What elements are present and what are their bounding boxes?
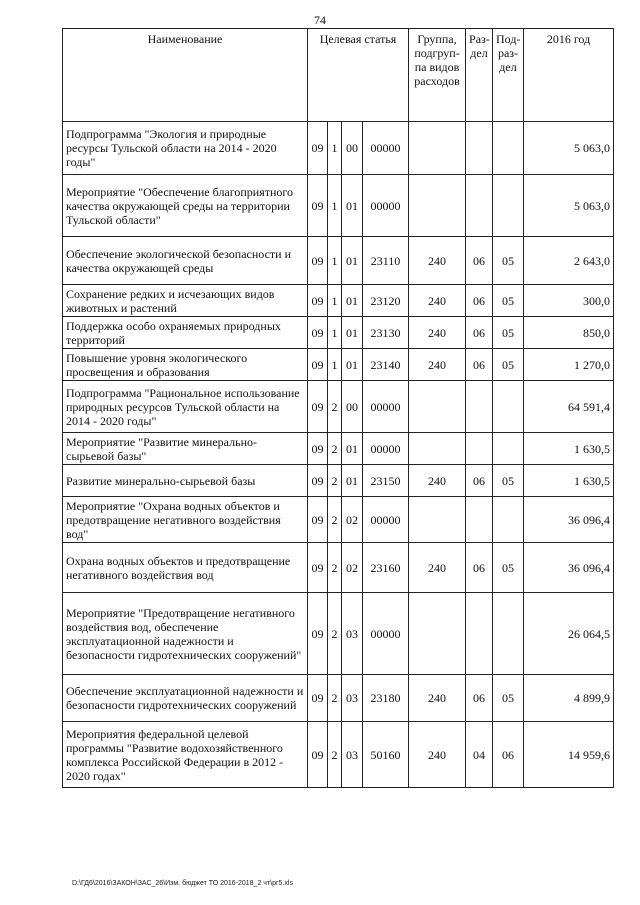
row-name: Развитие минерально-сырьевой базы [63, 465, 308, 497]
page-number: 74 [314, 13, 326, 27]
target-code-measure: 02 [342, 497, 363, 543]
expense-group: 240 [409, 465, 466, 497]
target-code-subprogram: 2 [328, 497, 342, 543]
row-name: Мероприятия федеральной целевой программы "Развитие водохозяйственного комплекса Российской Федерации в 2012 - 2020 годах" [63, 722, 308, 788]
row-name: Мероприятие "Охрана водных объектов и предотвращение негативного воздействия вод" [63, 497, 308, 543]
table-row [63, 122, 614, 175]
target-code-direction: 23180 [363, 675, 409, 722]
table-row [63, 349, 614, 381]
section-code: 06 [466, 317, 493, 349]
section-code: 06 [466, 543, 493, 593]
target-code-program: 09 [308, 349, 328, 381]
section-code: 06 [466, 285, 493, 317]
target-code-subprogram: 1 [328, 349, 342, 381]
target-code-program: 09 [308, 433, 328, 465]
expense-group [409, 497, 466, 543]
target-code-measure: 03 [342, 675, 363, 722]
table-row [63, 675, 614, 722]
subsection-code [493, 433, 524, 465]
target-code-direction: 23120 [363, 285, 409, 317]
expense-group [409, 593, 466, 675]
amount-2016: 300,0 [524, 285, 614, 317]
subsection-code: 05 [493, 675, 524, 722]
target-code-program: 09 [308, 122, 328, 175]
header-target: Целевая статья [308, 29, 409, 122]
row-name: Подпрограмма "Экология и природные ресурсы Тульской области на 2014 - 2020 годы" [63, 122, 308, 175]
target-code-direction: 00000 [363, 122, 409, 175]
expense-group: 240 [409, 317, 466, 349]
table-row [63, 722, 614, 788]
header-subsection: Под-раз-дел [493, 29, 524, 122]
amount-2016: 14 959,6 [524, 722, 614, 788]
row-name: Мероприятие "Развитие минерально-сырьевой базы" [63, 433, 308, 465]
amount-2016: 4 899,9 [524, 675, 614, 722]
section-code: 06 [466, 675, 493, 722]
table-row [63, 465, 614, 497]
amount-2016: 1 270,0 [524, 349, 614, 381]
table-row [63, 433, 614, 465]
target-code-measure: 01 [342, 433, 363, 465]
expense-group [409, 122, 466, 175]
target-code-measure: 00 [342, 122, 363, 175]
target-code-subprogram: 2 [328, 381, 342, 433]
target-code-subprogram: 1 [328, 237, 342, 285]
budget-table [62, 28, 614, 788]
amount-2016: 36 096,4 [524, 543, 614, 593]
target-code-measure: 01 [342, 175, 363, 237]
section-code [466, 433, 493, 465]
target-code-program: 09 [308, 285, 328, 317]
row-name: Обеспечение эксплуатационной надежности и безопасности гидротехнических сооружений [63, 675, 308, 722]
table-row [63, 497, 614, 543]
expense-group [409, 381, 466, 433]
target-code-subprogram: 2 [328, 543, 342, 593]
target-code-direction: 23150 [363, 465, 409, 497]
amount-2016: 850,0 [524, 317, 614, 349]
target-code-measure: 01 [342, 349, 363, 381]
table-header-row [63, 29, 614, 122]
target-code-measure: 01 [342, 285, 363, 317]
target-code-direction: 50160 [363, 722, 409, 788]
amount-2016: 2 643,0 [524, 237, 614, 285]
header-section: Раз-дел [466, 29, 493, 122]
row-name: Повышение уровня экологического просвещения и образования [63, 349, 308, 381]
target-code-subprogram: 2 [328, 593, 342, 675]
target-code-direction: 23160 [363, 543, 409, 593]
target-code-direction: 23130 [363, 317, 409, 349]
expense-group: 240 [409, 722, 466, 788]
amount-2016: 26 064,5 [524, 593, 614, 675]
target-code-measure: 00 [342, 381, 363, 433]
header-name: Наименование [63, 29, 308, 122]
target-code-program: 09 [308, 543, 328, 593]
subsection-code [493, 381, 524, 433]
target-code-program: 09 [308, 381, 328, 433]
section-code [466, 175, 493, 237]
subsection-code: 05 [493, 317, 524, 349]
row-name: Обеспечение экологической безопасности и качества окружающей среды [63, 237, 308, 285]
row-name: Мероприятие "Предотвращение негативного воздействия вод, обеспечение эксплуатационной надежности и безопасности гидротехнических сооружений" [63, 593, 308, 675]
target-code-program: 09 [308, 175, 328, 237]
table-row [63, 317, 614, 349]
expense-group: 240 [409, 675, 466, 722]
target-code-measure: 03 [342, 593, 363, 675]
target-code-measure: 03 [342, 722, 363, 788]
subsection-code: 05 [493, 237, 524, 285]
section-code: 06 [466, 465, 493, 497]
target-code-measure: 01 [342, 317, 363, 349]
subsection-code [493, 122, 524, 175]
target-code-subprogram: 2 [328, 433, 342, 465]
table-row [63, 285, 614, 317]
target-code-direction: 00000 [363, 381, 409, 433]
section-code [466, 593, 493, 675]
target-code-subprogram: 2 [328, 675, 342, 722]
subsection-code: 05 [493, 349, 524, 381]
table-row [63, 593, 614, 675]
target-code-program: 09 [308, 317, 328, 349]
target-code-direction: 23110 [363, 237, 409, 285]
subsection-code: 05 [493, 285, 524, 317]
target-code-subprogram: 2 [328, 722, 342, 788]
subsection-code: 05 [493, 543, 524, 593]
subsection-code: 06 [493, 722, 524, 788]
expense-group [409, 433, 466, 465]
target-code-subprogram: 1 [328, 285, 342, 317]
row-name: Поддержка особо охраняемых природных территорий [63, 317, 308, 349]
target-code-program: 09 [308, 722, 328, 788]
target-code-subprogram: 1 [328, 317, 342, 349]
target-code-direction: 00000 [363, 175, 409, 237]
subsection-code [493, 497, 524, 543]
table-row [63, 543, 614, 593]
target-code-subprogram: 1 [328, 122, 342, 175]
subsection-code [493, 175, 524, 237]
table-row [63, 237, 614, 285]
expense-group: 240 [409, 349, 466, 381]
section-code: 06 [466, 349, 493, 381]
row-name: Подпрограмма "Рациональное использование природных ресурсов Тульской области на 2014 - 2020 годы" [63, 381, 308, 433]
target-code-subprogram: 1 [328, 175, 342, 237]
target-code-direction: 00000 [363, 433, 409, 465]
expense-group: 240 [409, 543, 466, 593]
section-code: 04 [466, 722, 493, 788]
amount-2016: 5 063,0 [524, 122, 614, 175]
header-group: Группа, подгруп-па видов расходов [409, 29, 466, 122]
row-name: Сохранение редких и исчезающих видов животных и растений [63, 285, 308, 317]
target-code-direction: 00000 [363, 497, 409, 543]
subsection-code: 05 [493, 465, 524, 497]
amount-2016: 64 591,4 [524, 381, 614, 433]
amount-2016: 1 630,5 [524, 465, 614, 497]
target-code-direction: 00000 [363, 593, 409, 675]
file-path-footer: D:\ГД6\2016\ЗАКОН\ЗАС_26\Изм. бюджет ТО 2016-2018_2 чт\рг5.xls [72, 880, 293, 887]
target-code-measure: 01 [342, 465, 363, 497]
row-name: Мероприятие "Обеспечение благоприятного качества окружающей среды на территории Тульской области" [63, 175, 308, 237]
amount-2016: 5 063,0 [524, 175, 614, 237]
table-row [63, 381, 614, 433]
amount-2016: 36 096,4 [524, 497, 614, 543]
header-year: 2016 год [524, 29, 614, 122]
amount-2016: 1 630,5 [524, 433, 614, 465]
target-code-program: 09 [308, 593, 328, 675]
section-code [466, 497, 493, 543]
target-code-measure: 01 [342, 237, 363, 285]
target-code-direction: 23140 [363, 349, 409, 381]
section-code [466, 122, 493, 175]
section-code [466, 381, 493, 433]
target-code-program: 09 [308, 497, 328, 543]
expense-group: 240 [409, 285, 466, 317]
section-code: 06 [466, 237, 493, 285]
target-code-program: 09 [308, 465, 328, 497]
table-row [63, 175, 614, 237]
expense-group: 240 [409, 237, 466, 285]
row-name: Охрана водных объектов и предотвращение негативного воздействия вод [63, 543, 308, 593]
table-body [63, 122, 614, 788]
target-code-subprogram: 2 [328, 465, 342, 497]
target-code-measure: 02 [342, 543, 363, 593]
subsection-code [493, 593, 524, 675]
target-code-program: 09 [308, 237, 328, 285]
target-code-program: 09 [308, 675, 328, 722]
expense-group [409, 175, 466, 237]
